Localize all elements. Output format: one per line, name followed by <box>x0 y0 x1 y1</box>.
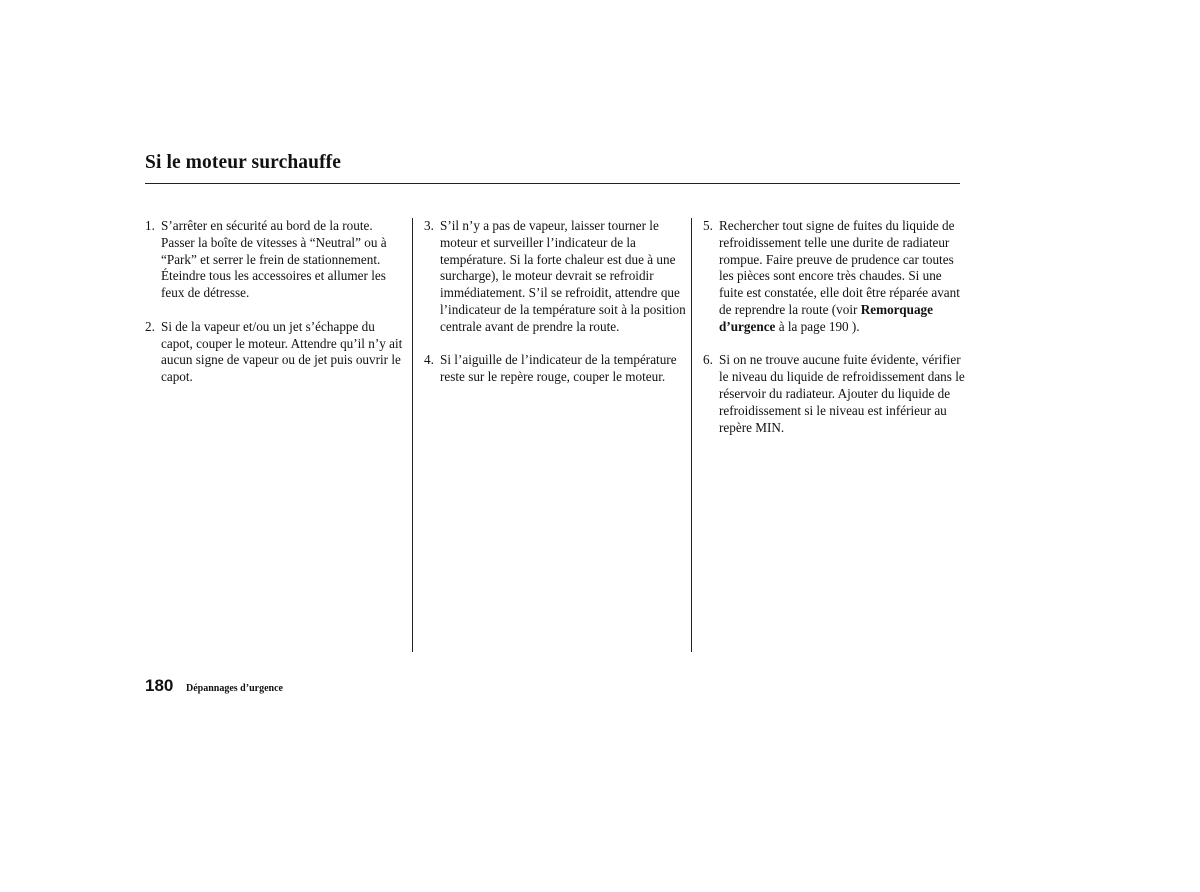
column-3 <box>703 218 965 453</box>
item-text <box>719 218 965 336</box>
item-number: 2. <box>145 318 155 334</box>
list-item <box>424 218 686 336</box>
item-text-after: à la page 190 ). <box>775 318 860 334</box>
item-text: S’arrêter en sécurité au bord de la route. Passer la boîte de vitesses à “Neutral” ou à “Park” et serrer le frein de stationnement. Éteindre tous les accessoires et allumer les feux de détresse. <box>161 218 387 301</box>
item-number: 4. <box>424 352 434 368</box>
page-number: 180 <box>145 676 174 695</box>
column-divider <box>412 218 413 652</box>
list-item <box>145 319 403 386</box>
cross-reference-link[interactable]: Remorquage d’urgence <box>719 301 933 334</box>
list-item <box>703 352 965 436</box>
column-2 <box>424 218 686 403</box>
list-item <box>145 218 403 302</box>
item-number: 1. <box>145 218 155 233</box>
column-divider <box>691 218 692 652</box>
item-text: Si de la vapeur et/ou un jet s’échappe du capot, couper le moteur. Attendre qu’il n’y ait aucun signe de vapeur ou de jet puis ouvrir le capot. <box>161 318 403 385</box>
item-text: S’il n’y a pas de vapeur, laisser tourner le moteur et surveiller l’indicateur de la température. Si la forte chaleur est due à une surcharge), le moteur devrait se refroidir immédiatement. S’il se refroidit, attendre que l’indicateur de la température soit à la position centrale avant de prendre la route. <box>440 218 686 334</box>
page-title: Si le moteur surchauffe <box>145 152 342 173</box>
item-number: 3. <box>424 218 434 233</box>
title-divider <box>145 183 960 184</box>
section-name: Dépannages d’urgence <box>186 683 283 694</box>
item-text: Si on ne trouve aucune fuite évidente, vérifier le niveau du liquide de refroidissement dans le réservoir du radiateur. Ajouter du liquide de refroidissement si le niveau est inférieur au repère MIN. <box>719 352 965 435</box>
list-item <box>424 352 686 386</box>
list-item <box>703 218 965 336</box>
item-text-before: Rechercher tout signe de fuites du liquide de refroidissement telle une durite de radiateur rompue. Faire preuve de prudence car toutes les pièces sont encore très chaudes. Si une fuite est constatée, elle doit être réparée avant de reprendre la route (voir <box>719 218 960 317</box>
item-number: 5. <box>703 218 713 233</box>
item-number: 6. <box>703 352 713 368</box>
item-text: Si l’aiguille de l’indicateur de la température reste sur le repère rouge, couper le moteur. <box>440 352 677 385</box>
column-1 <box>145 218 403 403</box>
